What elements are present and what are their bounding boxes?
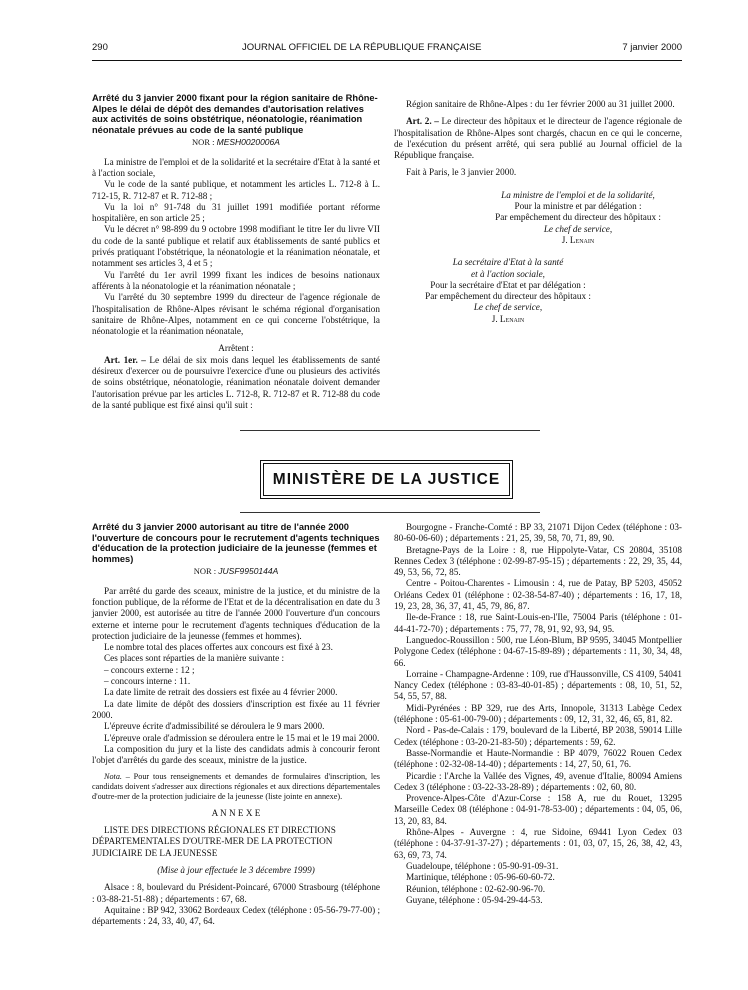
section-rule-top [240, 430, 540, 431]
justice-para-5: – concours interne : 11. [104, 676, 191, 687]
journal-title: JOURNAL OFFICIEL DE LA RÉPUBLIQUE FRANÇAISE [242, 42, 482, 53]
direction-martinique: Martinique, téléphone : 05-96-60-60-72. [406, 872, 555, 883]
sante-arrete-title: Arrêté du 3 janvier 2000 fixant pour la région sanitaire de Rhône-Alpes le délai de dépôt des demandes d'autorisation relatives aux activités de soins obstétrique, néonatologie, réanimation néonatale prévues au code de la santé publique [92, 93, 378, 135]
direction-aquitaine: Aquitaine : BP 942, 33062 Bordeaux Cedex (téléphone : 05-56-79-77-00) ; départements : 24, 33, 40, 47, 64. [92, 904, 380, 927]
direction-normandie: Basse-Normandie et Haute-Normandie : BP 4079, 76022 Rouen Cedex (téléphone : 02-32-08-14-40) ; départements : 14, 27, 50, 61, 76. [394, 747, 682, 770]
justice-para-1: Par arrêté du garde des sceaux, ministre de la justice, et du ministre de la fonction publique, de la réforme de l'Etat et de la décentralisation en date du 3 janvier 2000, est autorisée au titre de l'année 2000 l'ouverture d'un concours externe et interne pour le recrutement d'agents techniques d'éducation de la protection judiciaire de la jeunesse (femmes et hommes). [92, 585, 380, 641]
direction-rhone-alpes: Rhône-Alpes - Auvergne : 4, rue Sidoine, 69441 Lyon Cedex 03 (téléphone : 04-37-91-37-27) ; départements : 01, 03, 07, 15, 26, 38, 42, 43, 63, 69, 73, 74. [394, 827, 682, 860]
sig1-line-3: Le chef de service, [543, 223, 613, 234]
direction-guyane: Guyane, téléphone : 05-94-29-44-53. [406, 894, 543, 905]
annexe-update-date: (Mise à jour effectuée le 3 décembre 1999) [157, 865, 315, 875]
sig2-line-1: Pour la secrétaire d'Etat et par délégation : [430, 279, 586, 290]
sante-para-5: Vu l'arrêté du 1er avril 1999 fixant les indices de besoins nationaux afférents à la néonatologie et la réanimation néonatale ; [92, 269, 380, 291]
sante-para-6: Vu l'arrêté du 30 septembre 1999 du directeur de l'agence régionale de l'hospitalisation de Rhône-Alpes révisant le schéma régional d'organisation sanitaire de Rhône-Alpes, notamment en ce qui concerne l'obstétrique, la néonatologie et la réanimation néonatale, [92, 292, 380, 337]
justice-para-6: La date limite de retrait des dossiers est fixée au 4 février 2000. [104, 687, 338, 698]
justice-para-7: La date limite de dépôt des dossiers d'inscription est fixée au 11 février 2000. [92, 698, 380, 720]
direction-paca: Provence-Alpes-Côte d'Azur-Corse : 158 A, rue du Rouet, 13295 Marseille Cedex 08 (téléphone : 04-91-78-53-00) ; départements : 04, 05, 06, 13, 20, 83, 84. [394, 793, 682, 826]
header-rule [92, 60, 682, 61]
sig2-line-2: Par empêchement du directeur des hôpitaux : [425, 291, 591, 302]
sig2-name: J. Lenain [491, 313, 525, 324]
sig1-title: La ministre de l'emploi et de la solidarité, [501, 189, 655, 200]
sante-arretent: Arrêtent : [218, 343, 254, 354]
justice-note: Nota. – Pour tous renseignements et demandes de formulaires d'inscription, les candidats doivent s'adresser aux directions régionales et aux directions départementales d'outre-mer de la protection judiciaire de la jeunesse (liste jointe en annexe). [92, 772, 380, 802]
sig2-title-1: La secrétaire d'Etat à la santé [452, 257, 564, 268]
sante-para-4: Vu le décret n° 98-899 du 9 octobre 1998 modifiant le titre Ier du livre VII du code de la santé publique et relatif aux établissements de santé publics et privés pratiquant l'obstétrique, la néonatologie et la réanimation néonatale, et notamment ses articles 3, 4 et 5 ; [92, 224, 380, 269]
sig2-line-3: Le chef de service, [473, 302, 543, 313]
direction-alsace: Alsace : 8, boulevard du Président-Poincaré, 67000 Strasbourg (téléphone : 03-88-21-51-88) ; départements : 67, 68. [92, 882, 380, 904]
sante-article-1: Art. 1er. – Le délai de six mois dans lequel les établissements de santé désireux d'exercer ou de poursuivre l'exercice d'une ou plusieurs des activités de soins obstétrique, néonatologie, réanimation néonatale doivent demander l'autorisation prévue par les articles L. 712-8, R. 712-87 et R. 712-88 du code de la santé publique est fixé ainsi qu'il suit : [92, 354, 380, 410]
direction-picardie: Picardie : l'Arche la Vallée des Vignes, 49, avenue d'Italie, 80094 Amiens Cedex 3 (téléphone : 03-22-33-28-89) ; départements : 02, 60, 80. [394, 770, 682, 792]
signature-block-2 [394, 257, 622, 325]
justice-arrete-title: Arrêté du 3 janvier 2000 autorisant au titre de l'année 2000 l'ouverture de concours pour le recrutement d'agents techniques d'éducation de la protection judiciaire de la jeunesse (femmes et hommes) [92, 522, 380, 564]
sante-nor: NOR : MESH0020006A [192, 137, 280, 148]
signature-block-1 [474, 190, 682, 246]
annexe-heading: A N N E X E [211, 807, 261, 818]
section-rule-bottom [240, 512, 540, 513]
justice-nor: NOR : JUSF9950144A [193, 566, 279, 577]
annexe-list-title: LISTE DES DIRECTIONS RÉGIONALES ET DIRECTIONS DÉPARTEMENTALES D'OUTRE-MER DE LA PROTECTION JUDICIAIRE DE LA JEUNESSE [92, 825, 336, 858]
sante-arrete-col2 [394, 93, 682, 325]
page-header [92, 42, 682, 56]
sante-para-1: La ministre de l'emploi et de la solidarité et la secrétaire d'Etat à la santé et à l'action sociale, [92, 156, 380, 178]
justice-arrete-col2 [394, 522, 682, 906]
sante-para-2: Vu le code de la santé publique, et notamment les articles L. 712-8 à L. 712-15, R. 712-87 et R. 712-88 ; [92, 179, 380, 201]
direction-guadeloupe: Guadeloupe, téléphone : 05-90-91-09-31. [406, 860, 559, 871]
direction-centre: Centre - Poitou-Charentes - Limousin : 4, rue de Patay, BP 5203, 45052 Orléans Cedex 01 (téléphone : 02-38-54-87-40) ; départements : 16, 17, 18, 19, 23, 28, 36, 37, 41, 45, 79, 86, 87. [394, 578, 682, 612]
justice-para-9: L'épreuve orale d'admission se déroulera entre le 15 mai et le 19 mai 2000. [104, 732, 380, 743]
direction-reunion: Réunion, téléphone : 02-62-90-96-70. [406, 883, 546, 894]
justice-para-10: La composition du jury et la liste des candidats admis à concourir feront l'objet d'arrêtés du garde des sceaux, ministre de la justice. [92, 743, 380, 766]
page-number: 290 [92, 42, 108, 53]
sig1-name: J. Lenain [561, 234, 595, 245]
direction-nord: Nord - Pas-de-Calais : 179, boulevard de la Liberté, BP 2038, 59014 Lille Cedex (téléphone : 03-20-21-83-50) ; départements : 59, 62. [394, 725, 682, 747]
direction-midi-pyrenees: Midi-Pyrénées : BP 329, rue des Arts, Innopole, 31313 Labège Cedex (téléphone : 05-61-00-79-00) ; départements : 09, 12, 31, 32, 46, 65, 81, 82. [394, 702, 682, 725]
direction-ile-de-france: Ile-de-France : 18, rue Saint-Louis-en-l'Ile, 75004 Paris (téléphone : 01-44-41-72-70) ; départements : 75, 77, 78, 91, 92, 93, 94, 95. [394, 612, 682, 634]
sig1-line-2: Par empêchement du directeur des hôpitaux : [495, 212, 661, 223]
direction-lorraine: Lorraine - Champagne-Ardenne : 109, rue d'Haussonville, CS 4109, 54041 Nancy Cedex (téléphone : 03-83-40-01-85) ; départements : 08, 10, 51, 52, 54, 55, 57, 88. [394, 668, 682, 702]
justice-para-4: – concours externe : 12 ; [104, 664, 195, 675]
justice-para-2: Le nombre total des places offertes aux concours est fixé à 23. [104, 642, 333, 653]
header-date: 7 janvier 2000 [622, 42, 682, 53]
sante-article-2: Art. 2. – Le directeur des hôpitaux et le directeur de l'agence régionale de l'hospitalisation de Rhône-Alpes sont chargés, chacun en ce qui le concerne, de l'exécution du présent arrêté, qui sera publié au Journal officiel de la République française. [394, 116, 682, 161]
justice-arrete-col1 [92, 522, 380, 927]
sante-region-line: Région sanitaire de Rhône-Alpes : du 1er février 2000 au 31 juillet 2000. [406, 99, 675, 109]
direction-languedoc: Languedoc-Roussillon : 500, rue Léon-Blum, BP 9595, 34045 Montpellier Polygone Cedex (téléphone : 04-67-15-89-89) ; départements : 11, 30, 34, 48, 66. [394, 634, 682, 668]
sante-arrete-col1 [92, 93, 380, 411]
sante-para-3: Vu la loi n° 91-748 du 31 juillet 1991 modifiée portant réforme hospitalière, en son article 25 ; [92, 201, 380, 224]
justice-para-3: Ces places sont réparties de la manière suivante : [104, 653, 285, 664]
sig2-title-2: et à l'action sociale, [471, 268, 545, 279]
ministry-heading-box: MINISTÈRE DE LA JUSTICE [263, 463, 510, 496]
justice-para-8: L'épreuve écrite d'admissibilité se déroulera le 9 mars 2000. [104, 721, 325, 732]
direction-bretagne: Bretagne-Pays de la Loire : 8, rue Hippolyte-Vatar, CS 20804, 35108 Rennes Cedex 3 (téléphone : 02-99-87-95-15) ; départements : 22, 29, 35, 44, 49, 53, 56, 72, 85. [394, 544, 682, 578]
direction-bourgogne: Bourgogne - Franche-Comté : BP 33, 21071 Dijon Cedex (téléphone : 03-80-60-06-60) ; départements : 21, 25, 39, 58, 70, 71, 89, 90. [394, 522, 682, 544]
sante-fait: Fait à Paris, le 3 janvier 2000. [406, 167, 517, 178]
sig1-line-1: Pour la ministre et par délégation : [514, 201, 642, 212]
